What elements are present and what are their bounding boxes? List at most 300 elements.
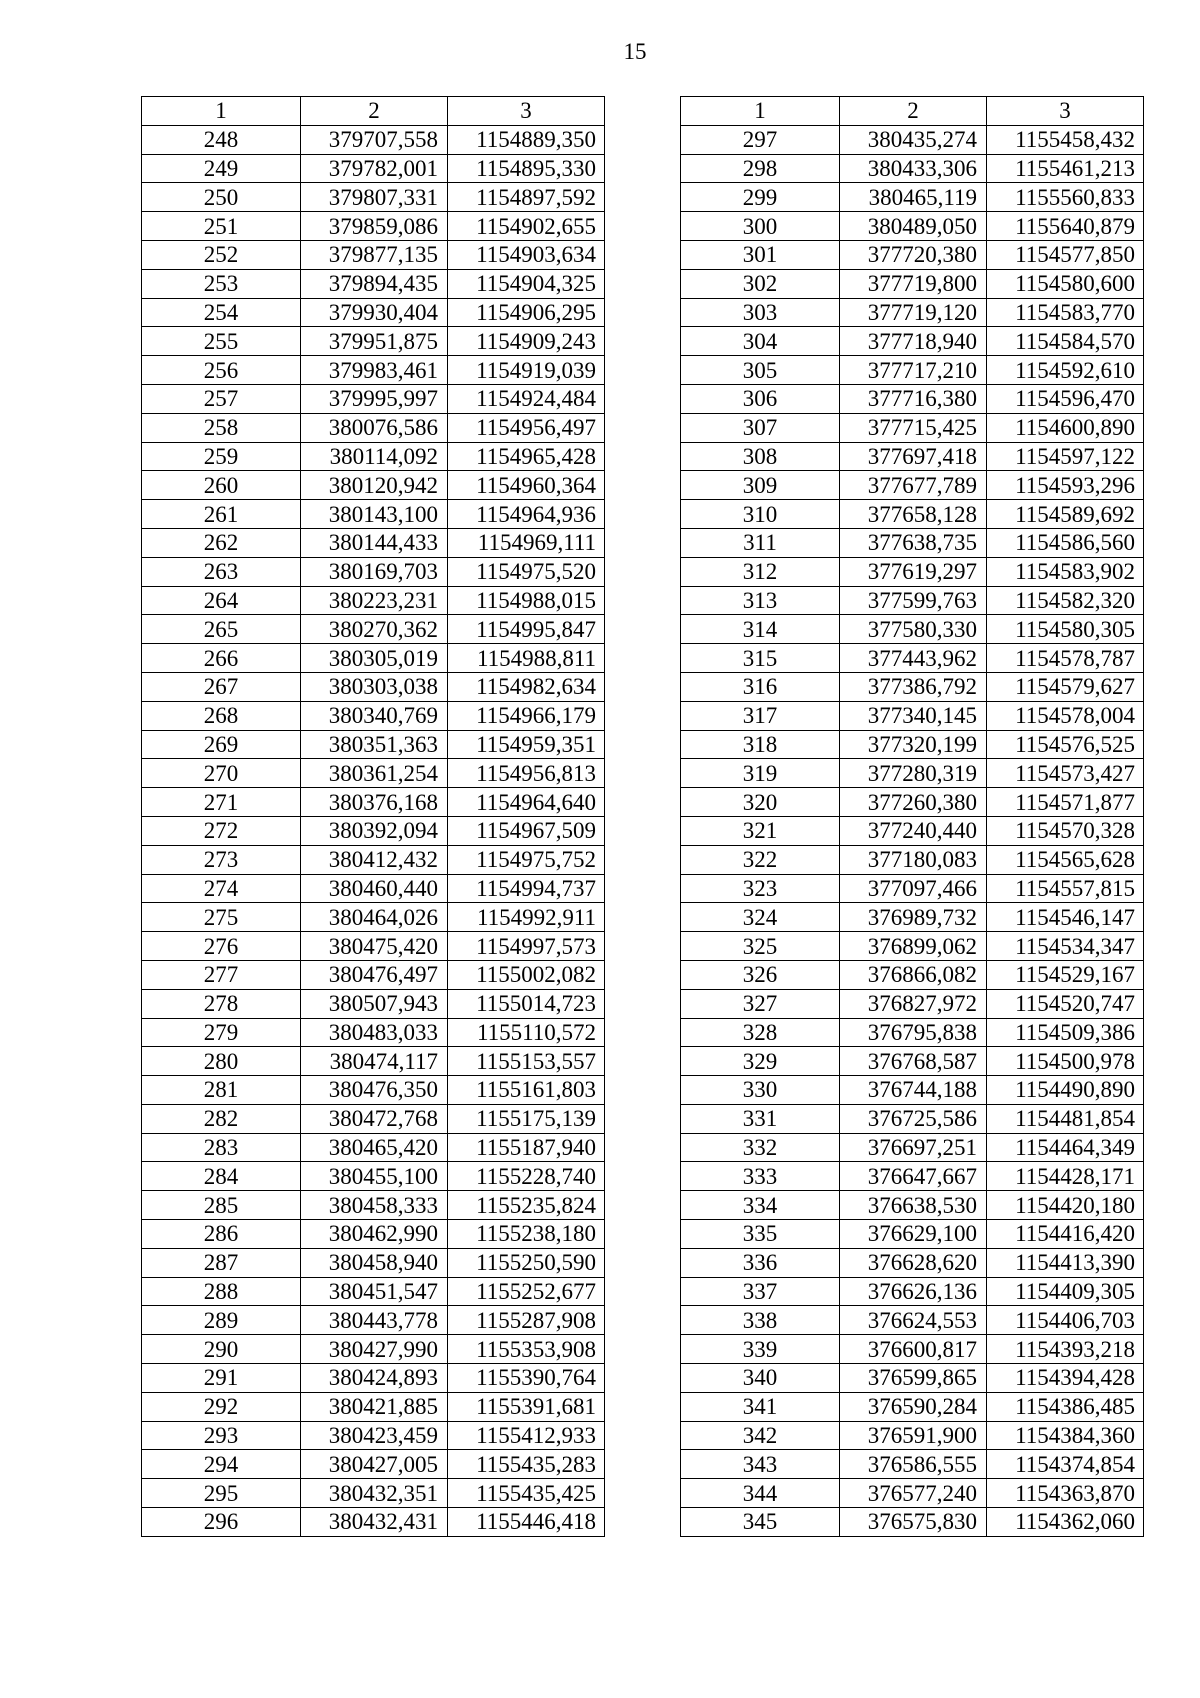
table-row bbox=[142, 500, 605, 529]
y-coordinate-cell: 1154394,428 bbox=[987, 1364, 1144, 1393]
table-row bbox=[142, 1047, 605, 1076]
point-number-cell: 302 bbox=[681, 269, 840, 298]
y-coordinate-cell: 1154576,525 bbox=[987, 730, 1144, 759]
y-coordinate-cell: 1155353,908 bbox=[448, 1335, 605, 1364]
point-number-cell: 264 bbox=[142, 586, 301, 615]
y-coordinate-cell: 1154889,350 bbox=[448, 125, 605, 154]
x-coordinate-cell: 377386,792 bbox=[840, 672, 987, 701]
point-number-cell: 277 bbox=[142, 960, 301, 989]
table-row bbox=[142, 471, 605, 500]
y-coordinate-cell: 1154586,560 bbox=[987, 528, 1144, 557]
point-number-cell: 296 bbox=[142, 1508, 301, 1537]
point-number-cell: 253 bbox=[142, 269, 301, 298]
x-coordinate-cell: 377697,418 bbox=[840, 442, 987, 471]
point-number-cell: 251 bbox=[142, 212, 301, 241]
point-number-cell: 340 bbox=[681, 1364, 840, 1393]
point-number-cell: 294 bbox=[142, 1450, 301, 1479]
x-coordinate-cell: 377719,800 bbox=[840, 269, 987, 298]
y-coordinate-cell: 1154596,470 bbox=[987, 384, 1144, 413]
table-row bbox=[681, 788, 1144, 817]
x-coordinate-cell: 380412,432 bbox=[301, 845, 448, 874]
table-row bbox=[142, 1450, 605, 1479]
x-coordinate-cell: 380421,885 bbox=[301, 1392, 448, 1421]
y-coordinate-cell: 1154902,655 bbox=[448, 212, 605, 241]
point-number-cell: 330 bbox=[681, 1076, 840, 1105]
x-coordinate-cell: 380451,547 bbox=[301, 1277, 448, 1306]
y-coordinate-cell: 1154988,811 bbox=[448, 644, 605, 673]
table-row bbox=[142, 1421, 605, 1450]
y-coordinate-cell: 1155461,213 bbox=[987, 154, 1144, 183]
x-coordinate-cell: 380424,893 bbox=[301, 1364, 448, 1393]
table-row bbox=[142, 874, 605, 903]
x-coordinate-cell: 376795,838 bbox=[840, 1018, 987, 1047]
y-coordinate-cell: 1154578,004 bbox=[987, 701, 1144, 730]
table-row bbox=[142, 1133, 605, 1162]
y-coordinate-cell: 1154997,573 bbox=[448, 932, 605, 961]
table-row bbox=[142, 1220, 605, 1249]
y-coordinate-cell: 1154909,243 bbox=[448, 327, 605, 356]
x-coordinate-cell: 380464,026 bbox=[301, 903, 448, 932]
x-coordinate-cell: 380458,940 bbox=[301, 1248, 448, 1277]
x-coordinate-cell: 377280,319 bbox=[840, 759, 987, 788]
x-coordinate-cell: 377638,735 bbox=[840, 528, 987, 557]
table-row bbox=[142, 557, 605, 586]
table-row bbox=[142, 586, 605, 615]
x-coordinate-cell: 376744,188 bbox=[840, 1076, 987, 1105]
x-coordinate-cell: 380076,586 bbox=[301, 413, 448, 442]
table-row bbox=[681, 1277, 1144, 1306]
point-number-cell: 262 bbox=[142, 528, 301, 557]
y-coordinate-cell: 1155435,283 bbox=[448, 1450, 605, 1479]
x-coordinate-cell: 379877,135 bbox=[301, 240, 448, 269]
x-coordinate-cell: 380483,033 bbox=[301, 1018, 448, 1047]
table-row bbox=[142, 269, 605, 298]
point-number-cell: 283 bbox=[142, 1133, 301, 1162]
x-coordinate-cell: 376647,667 bbox=[840, 1162, 987, 1191]
y-coordinate-cell: 1154959,351 bbox=[448, 730, 605, 759]
point-number-cell: 286 bbox=[142, 1220, 301, 1249]
point-number-cell: 281 bbox=[142, 1076, 301, 1105]
table-row bbox=[681, 1508, 1144, 1537]
point-number-cell: 299 bbox=[681, 183, 840, 212]
y-coordinate-cell: 1154988,015 bbox=[448, 586, 605, 615]
point-number-cell: 312 bbox=[681, 557, 840, 586]
x-coordinate-cell: 376827,972 bbox=[840, 989, 987, 1018]
y-coordinate-cell: 1154571,877 bbox=[987, 788, 1144, 817]
y-coordinate-cell: 1154960,364 bbox=[448, 471, 605, 500]
table-row bbox=[142, 1508, 605, 1537]
table-row bbox=[681, 471, 1144, 500]
point-number-cell: 248 bbox=[142, 125, 301, 154]
point-number-cell: 311 bbox=[681, 528, 840, 557]
x-coordinate-cell: 380465,119 bbox=[840, 183, 987, 212]
point-number-cell: 297 bbox=[681, 125, 840, 154]
point-number-cell: 261 bbox=[142, 500, 301, 529]
point-number-cell: 289 bbox=[142, 1306, 301, 1335]
y-coordinate-cell: 1154904,325 bbox=[448, 269, 605, 298]
table-row bbox=[142, 701, 605, 730]
point-number-cell: 280 bbox=[142, 1047, 301, 1076]
y-coordinate-cell: 1154534,347 bbox=[987, 932, 1144, 961]
y-coordinate-cell: 1154897,592 bbox=[448, 183, 605, 212]
y-coordinate-cell: 1154573,427 bbox=[987, 759, 1144, 788]
table-row bbox=[142, 960, 605, 989]
x-coordinate-cell: 380427,005 bbox=[301, 1450, 448, 1479]
y-coordinate-cell: 1154583,770 bbox=[987, 298, 1144, 327]
column-header: 1 bbox=[142, 97, 301, 126]
table-row bbox=[681, 269, 1144, 298]
x-coordinate-cell: 380458,333 bbox=[301, 1191, 448, 1220]
y-coordinate-cell: 1155002,082 bbox=[448, 960, 605, 989]
x-coordinate-cell: 377715,425 bbox=[840, 413, 987, 442]
x-coordinate-cell: 380455,100 bbox=[301, 1162, 448, 1191]
y-coordinate-cell: 1154490,890 bbox=[987, 1076, 1144, 1105]
point-number-cell: 265 bbox=[142, 615, 301, 644]
y-coordinate-cell: 1154578,787 bbox=[987, 644, 1144, 673]
table-row bbox=[681, 1018, 1144, 1047]
y-coordinate-cell: 1155250,590 bbox=[448, 1248, 605, 1277]
x-coordinate-cell: 380340,769 bbox=[301, 701, 448, 730]
table-row bbox=[681, 730, 1144, 759]
y-coordinate-cell: 1154384,360 bbox=[987, 1421, 1144, 1450]
table-row bbox=[681, 413, 1144, 442]
point-number-cell: 270 bbox=[142, 759, 301, 788]
table-row bbox=[681, 183, 1144, 212]
table-row bbox=[681, 1162, 1144, 1191]
y-coordinate-cell: 1155014,723 bbox=[448, 989, 605, 1018]
point-number-cell: 274 bbox=[142, 874, 301, 903]
x-coordinate-cell: 380462,990 bbox=[301, 1220, 448, 1249]
x-coordinate-cell: 379859,086 bbox=[301, 212, 448, 241]
point-number-cell: 298 bbox=[681, 154, 840, 183]
y-coordinate-cell: 1154593,296 bbox=[987, 471, 1144, 500]
table-row bbox=[681, 1421, 1144, 1450]
table-row bbox=[142, 1018, 605, 1047]
x-coordinate-cell: 380472,768 bbox=[301, 1104, 448, 1133]
x-coordinate-cell: 380303,038 bbox=[301, 672, 448, 701]
page-number: 15 bbox=[623, 39, 647, 64]
x-coordinate-cell: 376628,620 bbox=[840, 1248, 987, 1277]
table-row bbox=[681, 1076, 1144, 1105]
y-coordinate-cell: 1154995,847 bbox=[448, 615, 605, 644]
point-number-cell: 260 bbox=[142, 471, 301, 500]
x-coordinate-cell: 379807,331 bbox=[301, 183, 448, 212]
y-coordinate-cell: 1154570,328 bbox=[987, 816, 1144, 845]
table-row bbox=[681, 154, 1144, 183]
x-coordinate-cell: 377599,763 bbox=[840, 586, 987, 615]
table-row bbox=[681, 932, 1144, 961]
y-coordinate-cell: 1154919,039 bbox=[448, 356, 605, 385]
y-coordinate-cell: 1154413,390 bbox=[987, 1248, 1144, 1277]
point-number-cell: 278 bbox=[142, 989, 301, 1018]
y-coordinate-cell: 1154906,295 bbox=[448, 298, 605, 327]
table-row bbox=[142, 240, 605, 269]
x-coordinate-cell: 380432,431 bbox=[301, 1508, 448, 1537]
y-coordinate-cell: 1155390,764 bbox=[448, 1364, 605, 1393]
point-number-cell: 254 bbox=[142, 298, 301, 327]
x-coordinate-cell: 377677,789 bbox=[840, 471, 987, 500]
table-header-row bbox=[142, 97, 605, 126]
x-coordinate-cell: 376577,240 bbox=[840, 1479, 987, 1508]
point-number-cell: 301 bbox=[681, 240, 840, 269]
table-row bbox=[142, 528, 605, 557]
y-coordinate-cell: 1154546,147 bbox=[987, 903, 1144, 932]
point-number-cell: 322 bbox=[681, 845, 840, 874]
x-coordinate-cell: 376575,830 bbox=[840, 1508, 987, 1537]
table-row bbox=[681, 1364, 1144, 1393]
x-coordinate-cell: 380120,942 bbox=[301, 471, 448, 500]
table-row bbox=[681, 557, 1144, 586]
point-number-cell: 249 bbox=[142, 154, 301, 183]
y-coordinate-cell: 1154557,815 bbox=[987, 874, 1144, 903]
table-row bbox=[681, 528, 1144, 557]
table-row bbox=[681, 644, 1144, 673]
point-number-cell: 345 bbox=[681, 1508, 840, 1537]
y-coordinate-cell: 1154964,640 bbox=[448, 788, 605, 817]
y-coordinate-cell: 1155228,740 bbox=[448, 1162, 605, 1191]
y-coordinate-cell: 1155287,908 bbox=[448, 1306, 605, 1335]
x-coordinate-cell: 376600,817 bbox=[840, 1335, 987, 1364]
y-coordinate-cell: 1154520,747 bbox=[987, 989, 1144, 1018]
table-row bbox=[681, 298, 1144, 327]
point-number-cell: 250 bbox=[142, 183, 301, 212]
table-row bbox=[681, 960, 1144, 989]
x-coordinate-cell: 376989,732 bbox=[840, 903, 987, 932]
y-coordinate-cell: 1155391,681 bbox=[448, 1392, 605, 1421]
y-coordinate-cell: 1155238,180 bbox=[448, 1220, 605, 1249]
y-coordinate-cell: 1154975,752 bbox=[448, 845, 605, 874]
point-number-cell: 329 bbox=[681, 1047, 840, 1076]
y-coordinate-cell: 1155235,824 bbox=[448, 1191, 605, 1220]
point-number-cell: 313 bbox=[681, 586, 840, 615]
point-number-cell: 258 bbox=[142, 413, 301, 442]
x-coordinate-cell: 379951,875 bbox=[301, 327, 448, 356]
point-number-cell: 341 bbox=[681, 1392, 840, 1421]
x-coordinate-cell: 380169,703 bbox=[301, 557, 448, 586]
point-number-cell: 342 bbox=[681, 1421, 840, 1450]
table-row bbox=[142, 1277, 605, 1306]
y-coordinate-cell: 1154428,171 bbox=[987, 1162, 1144, 1191]
table-row bbox=[681, 586, 1144, 615]
column-header: 3 bbox=[448, 97, 605, 126]
table-row bbox=[142, 356, 605, 385]
column-header: 2 bbox=[840, 97, 987, 126]
point-number-cell: 308 bbox=[681, 442, 840, 471]
table-row bbox=[681, 1220, 1144, 1249]
x-coordinate-cell: 380143,100 bbox=[301, 500, 448, 529]
y-coordinate-cell: 1154903,634 bbox=[448, 240, 605, 269]
y-coordinate-cell: 1154589,692 bbox=[987, 500, 1144, 529]
table-row bbox=[142, 125, 605, 154]
table-row bbox=[142, 759, 605, 788]
table-row bbox=[681, 845, 1144, 874]
table-row bbox=[142, 327, 605, 356]
x-coordinate-cell: 377260,380 bbox=[840, 788, 987, 817]
point-number-cell: 263 bbox=[142, 557, 301, 586]
point-number-cell: 343 bbox=[681, 1450, 840, 1479]
point-number-cell: 276 bbox=[142, 932, 301, 961]
point-number-cell: 333 bbox=[681, 1162, 840, 1191]
point-number-cell: 323 bbox=[681, 874, 840, 903]
table-row bbox=[681, 672, 1144, 701]
x-coordinate-cell: 377717,210 bbox=[840, 356, 987, 385]
y-coordinate-cell: 1154964,936 bbox=[448, 500, 605, 529]
point-number-cell: 324 bbox=[681, 903, 840, 932]
x-coordinate-cell: 380270,362 bbox=[301, 615, 448, 644]
x-coordinate-cell: 376624,553 bbox=[840, 1306, 987, 1335]
point-number-cell: 338 bbox=[681, 1306, 840, 1335]
table-row bbox=[681, 816, 1144, 845]
point-number-cell: 326 bbox=[681, 960, 840, 989]
table-header-row bbox=[681, 97, 1144, 126]
point-number-cell: 314 bbox=[681, 615, 840, 644]
y-coordinate-cell: 1154924,484 bbox=[448, 384, 605, 413]
x-coordinate-cell: 376638,530 bbox=[840, 1191, 987, 1220]
y-coordinate-cell: 1154406,703 bbox=[987, 1306, 1144, 1335]
table-row bbox=[681, 1133, 1144, 1162]
table-row bbox=[681, 212, 1144, 241]
x-coordinate-cell: 380114,092 bbox=[301, 442, 448, 471]
x-coordinate-cell: 376590,284 bbox=[840, 1392, 987, 1421]
y-coordinate-cell: 1154577,850 bbox=[987, 240, 1144, 269]
y-coordinate-cell: 1154975,520 bbox=[448, 557, 605, 586]
table-row bbox=[681, 1191, 1144, 1220]
table-row bbox=[681, 1479, 1144, 1508]
y-coordinate-cell: 1155161,803 bbox=[448, 1076, 605, 1105]
point-number-cell: 291 bbox=[142, 1364, 301, 1393]
y-coordinate-cell: 1154956,813 bbox=[448, 759, 605, 788]
x-coordinate-cell: 379983,461 bbox=[301, 356, 448, 385]
point-number-cell: 327 bbox=[681, 989, 840, 1018]
point-number-cell: 309 bbox=[681, 471, 840, 500]
table-row bbox=[681, 874, 1144, 903]
point-number-cell: 310 bbox=[681, 500, 840, 529]
table-row bbox=[681, 903, 1144, 932]
point-number-cell: 304 bbox=[681, 327, 840, 356]
x-coordinate-cell: 377340,145 bbox=[840, 701, 987, 730]
table-row bbox=[681, 500, 1144, 529]
coordinates-table-left bbox=[141, 96, 605, 1537]
x-coordinate-cell: 379894,435 bbox=[301, 269, 448, 298]
x-coordinate-cell: 380305,019 bbox=[301, 644, 448, 673]
x-coordinate-cell: 380507,943 bbox=[301, 989, 448, 1018]
table-row bbox=[681, 384, 1144, 413]
column-header: 2 bbox=[301, 97, 448, 126]
y-coordinate-cell: 1154584,570 bbox=[987, 327, 1144, 356]
y-coordinate-cell: 1155412,933 bbox=[448, 1421, 605, 1450]
x-coordinate-cell: 380423,459 bbox=[301, 1421, 448, 1450]
table-row bbox=[681, 615, 1144, 644]
table-row bbox=[142, 1076, 605, 1105]
x-coordinate-cell: 380476,350 bbox=[301, 1076, 448, 1105]
table-row bbox=[142, 1162, 605, 1191]
x-coordinate-cell: 379930,404 bbox=[301, 298, 448, 327]
point-number-cell: 266 bbox=[142, 644, 301, 673]
x-coordinate-cell: 376626,136 bbox=[840, 1277, 987, 1306]
point-number-cell: 268 bbox=[142, 701, 301, 730]
point-number-cell: 295 bbox=[142, 1479, 301, 1508]
point-number-cell: 339 bbox=[681, 1335, 840, 1364]
y-coordinate-cell: 1155175,139 bbox=[448, 1104, 605, 1133]
table-row bbox=[142, 932, 605, 961]
table-row bbox=[142, 672, 605, 701]
point-number-cell: 267 bbox=[142, 672, 301, 701]
y-coordinate-cell: 1154579,627 bbox=[987, 672, 1144, 701]
y-coordinate-cell: 1154386,485 bbox=[987, 1392, 1144, 1421]
x-coordinate-cell: 380361,254 bbox=[301, 759, 448, 788]
x-coordinate-cell: 380475,420 bbox=[301, 932, 448, 961]
y-coordinate-cell: 1154597,122 bbox=[987, 442, 1144, 471]
y-coordinate-cell: 1154982,634 bbox=[448, 672, 605, 701]
point-number-cell: 305 bbox=[681, 356, 840, 385]
table-row bbox=[142, 384, 605, 413]
table-row bbox=[142, 615, 605, 644]
y-coordinate-cell: 1154582,320 bbox=[987, 586, 1144, 615]
y-coordinate-cell: 1154362,060 bbox=[987, 1508, 1144, 1537]
table-row bbox=[681, 240, 1144, 269]
y-coordinate-cell: 1155458,432 bbox=[987, 125, 1144, 154]
x-coordinate-cell: 376768,587 bbox=[840, 1047, 987, 1076]
point-number-cell: 316 bbox=[681, 672, 840, 701]
point-number-cell: 335 bbox=[681, 1220, 840, 1249]
x-coordinate-cell: 380432,351 bbox=[301, 1479, 448, 1508]
x-coordinate-cell: 380476,497 bbox=[301, 960, 448, 989]
x-coordinate-cell: 380465,420 bbox=[301, 1133, 448, 1162]
table-row bbox=[142, 903, 605, 932]
x-coordinate-cell: 377718,940 bbox=[840, 327, 987, 356]
x-coordinate-cell: 380351,363 bbox=[301, 730, 448, 759]
table-row bbox=[142, 212, 605, 241]
y-coordinate-cell: 1155640,879 bbox=[987, 212, 1144, 241]
y-coordinate-cell: 1154393,218 bbox=[987, 1335, 1144, 1364]
table-row bbox=[681, 1047, 1144, 1076]
y-coordinate-cell: 1154580,600 bbox=[987, 269, 1144, 298]
y-coordinate-cell: 1154895,330 bbox=[448, 154, 605, 183]
point-number-cell: 284 bbox=[142, 1162, 301, 1191]
y-coordinate-cell: 1154464,349 bbox=[987, 1133, 1144, 1162]
point-number-cell: 328 bbox=[681, 1018, 840, 1047]
x-coordinate-cell: 376697,251 bbox=[840, 1133, 987, 1162]
point-number-cell: 318 bbox=[681, 730, 840, 759]
y-coordinate-cell: 1154969,111 bbox=[448, 528, 605, 557]
y-coordinate-cell: 1155187,940 bbox=[448, 1133, 605, 1162]
x-coordinate-cell: 380433,306 bbox=[840, 154, 987, 183]
table-row bbox=[681, 1335, 1144, 1364]
point-number-cell: 332 bbox=[681, 1133, 840, 1162]
x-coordinate-cell: 379782,001 bbox=[301, 154, 448, 183]
table-row bbox=[142, 1392, 605, 1421]
point-number-cell: 290 bbox=[142, 1335, 301, 1364]
point-number-cell: 282 bbox=[142, 1104, 301, 1133]
x-coordinate-cell: 377097,466 bbox=[840, 874, 987, 903]
y-coordinate-cell: 1154600,890 bbox=[987, 413, 1144, 442]
point-number-cell: 269 bbox=[142, 730, 301, 759]
point-number-cell: 272 bbox=[142, 816, 301, 845]
table-row bbox=[142, 644, 605, 673]
column-header: 1 bbox=[681, 97, 840, 126]
x-coordinate-cell: 380460,440 bbox=[301, 874, 448, 903]
y-coordinate-cell: 1155153,557 bbox=[448, 1047, 605, 1076]
table-row bbox=[142, 1479, 605, 1508]
y-coordinate-cell: 1154509,386 bbox=[987, 1018, 1144, 1047]
y-coordinate-cell: 1154956,497 bbox=[448, 413, 605, 442]
y-coordinate-cell: 1154580,305 bbox=[987, 615, 1144, 644]
table-row bbox=[142, 1364, 605, 1393]
x-coordinate-cell: 377580,330 bbox=[840, 615, 987, 644]
y-coordinate-cell: 1154565,628 bbox=[987, 845, 1144, 874]
x-coordinate-cell: 376586,555 bbox=[840, 1450, 987, 1479]
point-number-cell: 344 bbox=[681, 1479, 840, 1508]
